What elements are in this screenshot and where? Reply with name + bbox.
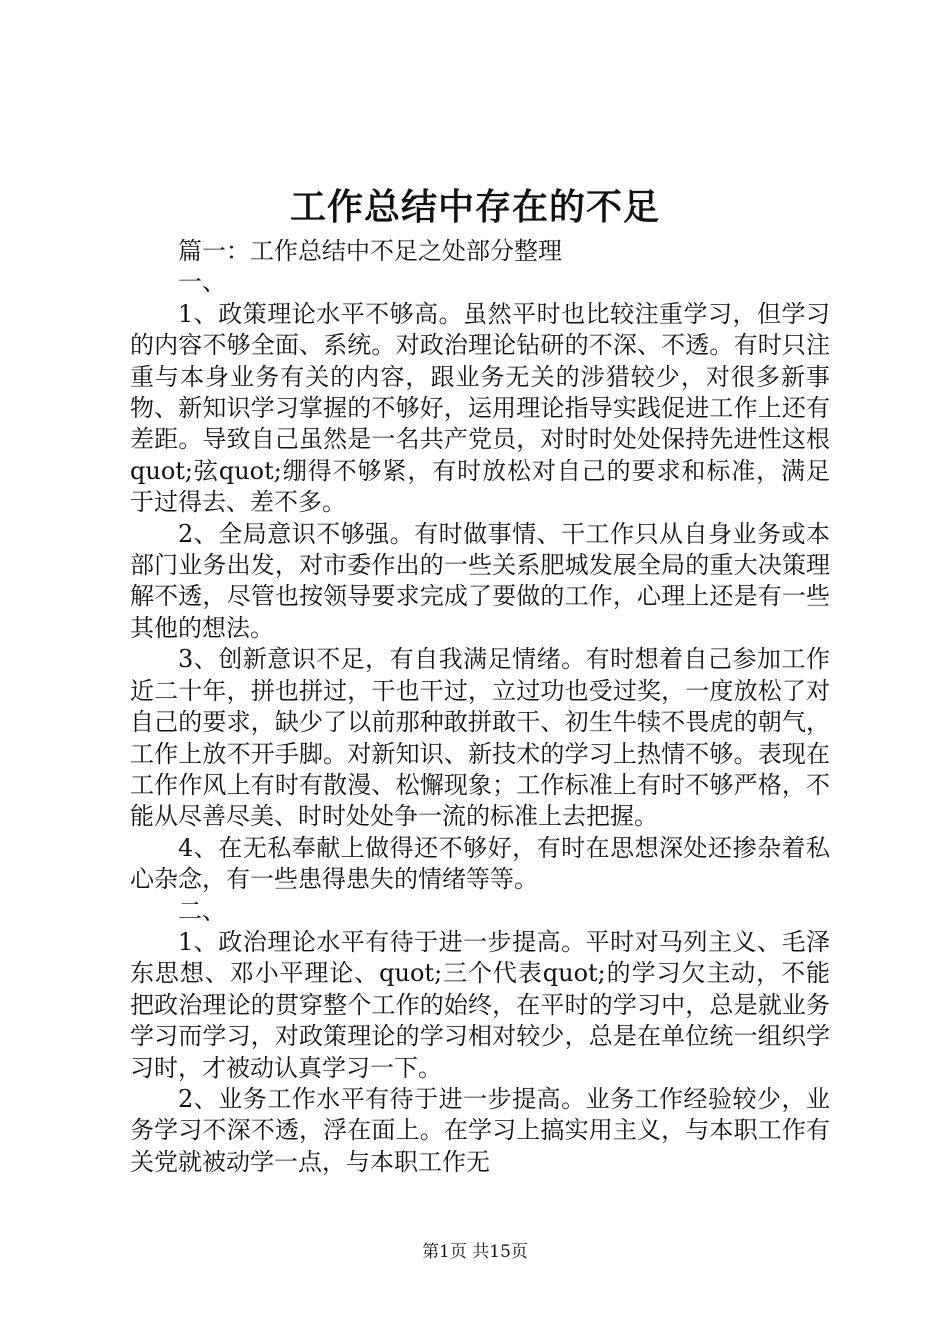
- body-paragraph: 4、在无私奉献上做得还不够好，有时在思想深处还掺杂着私心杂念，有一些患得患失的情绪等等。: [130, 833, 830, 894]
- body-paragraph: 1、政策理论水平不够高。虽然平时也比较注重学习，但学习的内容不够全面、系统。对政治理论钻研的不深、不透。有时只注重与本身业务有关的内容，跟业务无关的涉猎较少，对很多新事物、新知识学习掌握的不够好，运用理论指导实践促进工作上还有差距。导致自己虽然是一名共产党员，对时时处处保持先进性这根quot;弦quot;绷得不够紧，有时放松对自己的要求和标准，满足于过得去、差不多。: [130, 299, 830, 517]
- body-paragraph: 2、全局意识不够强。有时做事情、干工作只从自身业务或本部门业务出发，对市委作出的一些关系肥城发展全局的重大决策理解不透，尽管也按领导要求完成了要做的工作，心理上还是有一些其他的想法。: [130, 519, 830, 642]
- subsection-heading: 一、: [178, 268, 226, 297]
- document-title: 工作总结中存在的不足: [289, 186, 660, 228]
- body-paragraph: 1、政治理论水平有待于进一步提高。平时对马列主义、毛泽东思想、邓小平理论、quot;三个代表quot;的学习欠主动，不能把政治理论的贯穿整个工作的始终，在平时的学习中，总是就业务学习而学习，对政策理论的学习相对较少，总是在单位统一组织学习时，才被动认真学习一下。: [130, 927, 830, 1082]
- body-paragraph: 2、业务工作水平有待于进一步提高。业务工作经验较少，业务学习不深不透，浮在面上。在学习上搞实用主义，与本职工作有关党就被动学一点，与本职工作无: [130, 1084, 830, 1176]
- body-paragraph: 3、创新意识不足，有自我满足情绪。有时想着自己参加工作近二十年，拼也拼过，干也干过，立过功也受过奖，一度放松了对自己的要求，缺少了以前那种敢拼敢干、初生牛犊不畏虎的朝气，工作上放不开手脚。对新知识、新技术的学习上热情不够。表现在工作作风上有时有散漫、松懈现象；工作标准上有时不够严格，不能从尽善尽美、时时处处争一流的标准上去把握。: [130, 645, 830, 831]
- document-body: [130, 236, 830, 1178]
- page-footer: 第1页 共15页: [422, 1242, 528, 1262]
- section-heading: 篇一：工作总结中不足之处部分整理: [178, 237, 562, 265]
- subsection-heading: 二、: [178, 896, 226, 925]
